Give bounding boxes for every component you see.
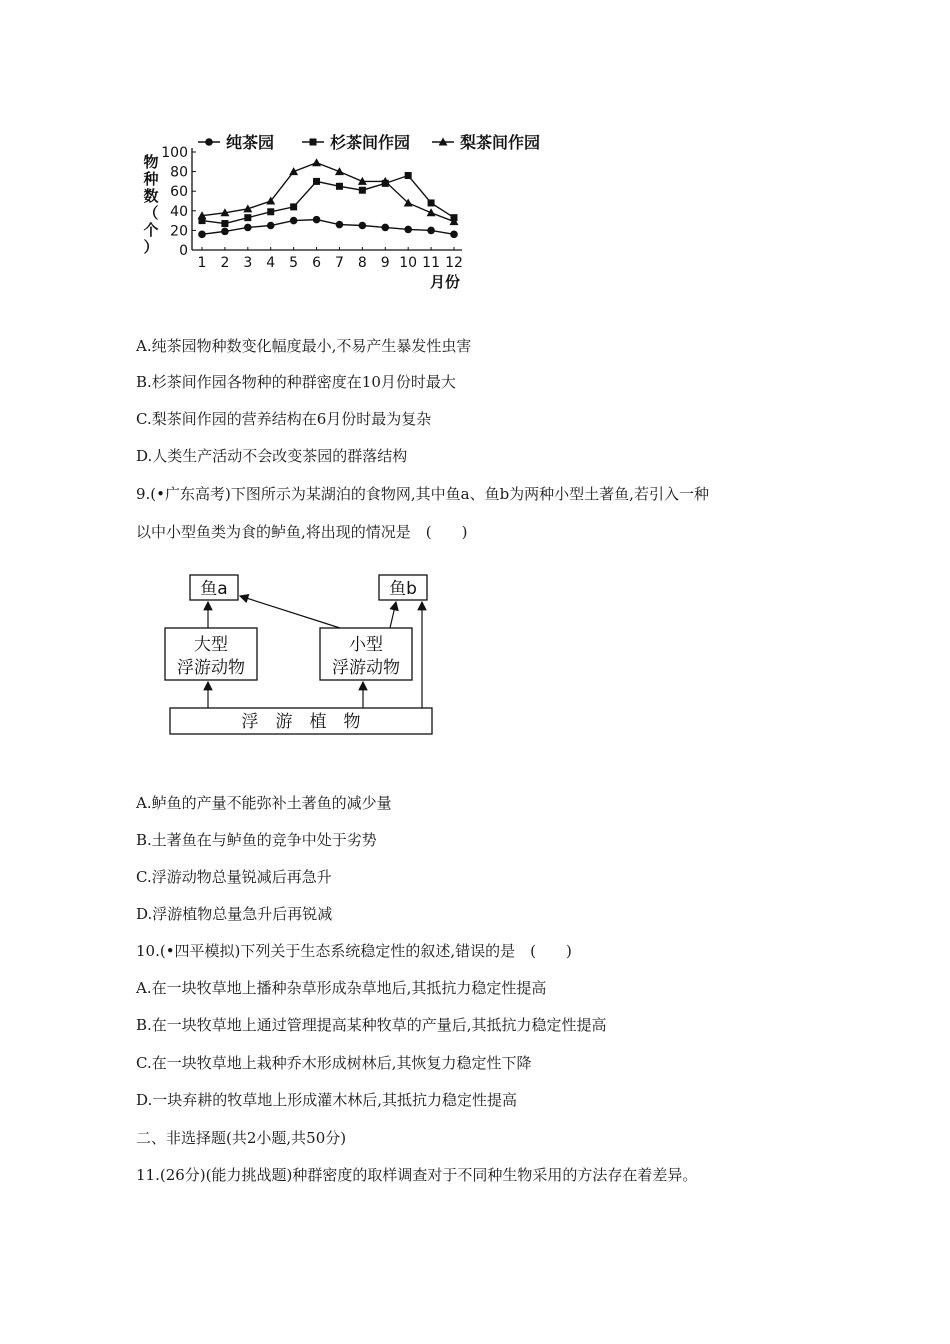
y-label-char: 物 (143, 153, 159, 171)
arrow-small-zoo-to-fish-b (390, 602, 396, 628)
fish-b-label: 鱼b (389, 579, 417, 599)
series-line (202, 163, 454, 222)
legend-label: 杉茶间作园 (330, 133, 411, 152)
data-point-circle (267, 222, 275, 230)
x-tick-label: 11 (422, 255, 441, 271)
series-2 (199, 172, 458, 227)
data-point-square (244, 214, 251, 221)
data-point-square (310, 139, 317, 146)
y-tick-label: 40 (170, 203, 188, 220)
data-point-square (336, 183, 343, 190)
x-tick-label: 3 (243, 255, 253, 271)
q9-stem-line2: 以中小型鱼类为食的鲈鱼,将出现的情况是 ( ) (136, 523, 468, 541)
large-zooplankton-label-1: 大型 (194, 635, 228, 655)
data-point-circle (290, 217, 298, 225)
x-tick-label: 10 (399, 255, 418, 271)
chart-legend (198, 133, 540, 152)
x-tick-label: 7 (334, 255, 344, 271)
legend-label: 梨茶间作园 (460, 133, 541, 152)
q11-stem: 11.(26分)(能力挑战题)种群密度的取样调查对于不同种生物采用的方法存在着差异。 (136, 1166, 698, 1184)
q8-option-a: A.纯茶园物种数变化幅度最小,不易产生暴发性虫害 (136, 337, 472, 355)
y-tick-label: 60 (170, 184, 188, 201)
chart-series (198, 158, 459, 238)
data-point-circle (381, 224, 389, 232)
q10-option-b: B.在一块牧草地上通过管理提高某种牧草的产量后,其抵抗力稳定性提高 (136, 1016, 607, 1034)
data-point-square (405, 172, 412, 179)
legend-label: 纯茶园 (226, 133, 275, 152)
x-tick-label: 6 (312, 255, 322, 271)
x-tick-label: 9 (380, 255, 390, 271)
x-tick-label: 8 (357, 255, 367, 271)
x-axis-label: 月份 (430, 273, 461, 291)
y-tick-label: 80 (170, 164, 188, 181)
data-point-triangle (427, 208, 436, 216)
food-web-diagram (160, 570, 440, 740)
data-point-circle (336, 221, 344, 229)
x-tick-label: 2 (220, 255, 230, 271)
small-zooplankton-label-2: 浮游动物 (332, 658, 400, 678)
data-point-circle (427, 227, 435, 235)
x-tick-label: 5 (289, 255, 299, 271)
y-tick-label: 100 (161, 145, 188, 161)
q9-option-a: A.鲈鱼的产量不能弥补土著鱼的减少量 (136, 794, 392, 812)
phytoplankton-label: 浮 游 植 物 (241, 712, 361, 732)
data-point-square (221, 220, 228, 227)
y-label-char: 个 (143, 221, 159, 239)
data-point-circle (450, 231, 458, 239)
data-point-circle (359, 222, 367, 230)
q9-option-c: C.浮游动物总量锐减后再急升 (136, 868, 332, 886)
y-tick-label: 0 (179, 243, 188, 259)
q8-option-b: B.杉茶间作园各物种的种群密度在10月份时最大 (136, 373, 456, 391)
q10-option-c: C.在一块牧草地上栽种乔木形成树林后,其恢复力稳定性下降 (136, 1054, 532, 1072)
q9-option-d: D.浮游植物总量急升后再锐减 (136, 905, 333, 923)
fish-a-label: 鱼a (200, 579, 228, 599)
series-1 (198, 216, 458, 238)
q9-stem-line1: 9.(•广东高考)下图所示为某湖泊的食物网,其中鱼a、鱼b为两种小型土著鱼,若引入一种 (136, 485, 709, 503)
section-2-heading: 二、非选择题(共2小题,共50分) (136, 1129, 347, 1147)
x-tick-label: 12 (445, 255, 463, 271)
data-point-circle (404, 226, 412, 234)
series-line (202, 220, 454, 235)
data-point-circle (221, 228, 229, 236)
small-zooplankton-label-1: 小型 (349, 635, 383, 655)
data-point-square (313, 178, 320, 185)
series-3 (198, 158, 459, 225)
y-tick-label: 20 (170, 223, 188, 240)
data-point-square (290, 203, 297, 210)
species-count-line-chart (140, 125, 560, 300)
data-point-circle (313, 216, 321, 224)
q10-option-d: D.一块弃耕的牧草地上形成灌木林后,其抵抗力稳定性提高 (136, 1091, 518, 1109)
data-point-circle (198, 231, 206, 239)
data-point-triangle (312, 158, 321, 166)
large-zooplankton-label-2: 浮游动物 (177, 658, 245, 678)
x-tick-label: 4 (266, 255, 276, 271)
y-label-char: ） (143, 238, 159, 256)
q8-option-c: C.梨茶间作园的营养结构在6月份时最为复杂 (136, 410, 432, 428)
y-axis-label (142, 153, 158, 256)
data-point-circle (205, 138, 213, 146)
data-point-square (428, 199, 435, 206)
data-point-circle (244, 224, 252, 232)
y-label-char: （ (143, 204, 159, 222)
q10-stem: 10.(•四平模拟)下列关于生态系统稳定性的叙述,错误的是 ( ) (136, 942, 572, 960)
data-point-square (359, 187, 366, 194)
x-tick-label: 1 (197, 255, 207, 271)
y-label-char: 数 (143, 187, 159, 205)
y-label-char: 种 (143, 170, 159, 188)
data-point-square (267, 208, 274, 215)
q8-option-d: D.人类生产活动不会改变茶园的群落结构 (136, 447, 408, 465)
series-line (202, 176, 454, 224)
q9-option-b: B.土著鱼在与鲈鱼的竞争中处于劣势 (136, 831, 377, 849)
arrow-small-zoo-to-fish-a (240, 596, 340, 628)
q10-option-a: A.在一块牧草地上播种杂草形成杂草地后,其抵抗力稳定性提高 (136, 979, 547, 997)
